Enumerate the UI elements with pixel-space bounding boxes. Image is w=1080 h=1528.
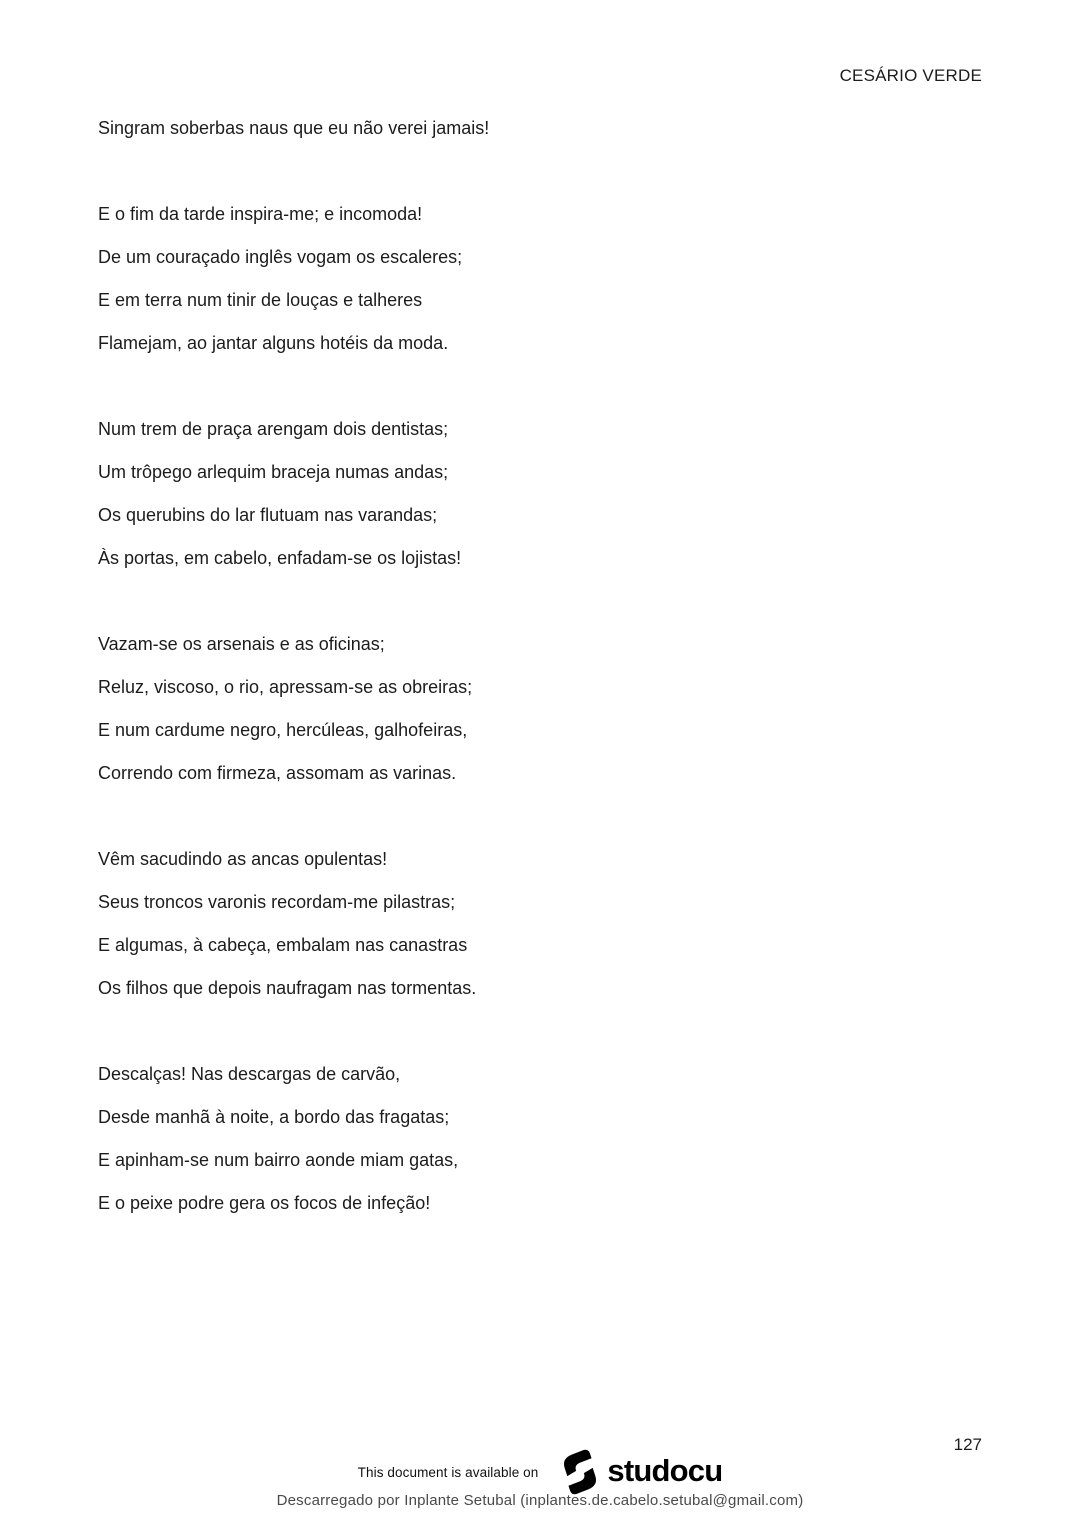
poem-line: E apinham-se num bairro aonde miam gatas, — [98, 1150, 459, 1170]
studocu-wordmark: studocu — [607, 1452, 723, 1488]
poem-line: Vazam-se os arsenais e as oficinas; — [98, 634, 385, 654]
stanza-4 — [98, 623, 1000, 795]
stanza-1 — [98, 107, 1000, 150]
poem-line: Desde manhã à noite, a bordo das fragatas; — [98, 1107, 450, 1127]
poem-line: Um trôpego arlequim braceja numas andas; — [98, 462, 449, 482]
poem — [98, 107, 1000, 1225]
poem-line: Reluz, viscoso, o rio, apressam-se as obreiras; — [98, 677, 473, 697]
poem-line: Descalças! Nas descargas de carvão, — [98, 1064, 401, 1084]
poem-line: Flamejam, ao jantar alguns hotéis da moda. — [98, 333, 449, 353]
running-header: CESÁRIO VERDE — [839, 66, 982, 85]
poem-line: Correndo com firmeza, assomam as varinas. — [98, 763, 457, 783]
poem-line: Às portas, em cabelo, enfadam-se os lojistas! — [98, 548, 462, 568]
poem-line: Seus troncos varonis recordam-me pilastras; — [98, 892, 456, 912]
studocu-icon — [560, 1449, 600, 1495]
poem-line: Num trem de praça arengam dois dentistas; — [98, 419, 449, 439]
download-notice: Descarregado por Inplante Setubal (inplantes.de.cabelo.setubal@gmail.com) — [276, 1492, 804, 1509]
poem-line: E o peixe podre gera os focos de infeção! — [98, 1193, 431, 1213]
poem-line: Singram soberbas naus que eu não verei jamais! — [98, 118, 490, 138]
availability-text: This document is available on — [357, 1464, 539, 1480]
stanza-3 — [98, 408, 1000, 580]
poem-line: E algumas, à cabeça, embalam nas canastras — [98, 935, 468, 955]
poem-line: E o fim da tarde inspira-me; e incomoda! — [98, 204, 423, 224]
poem-line: E num cardume negro, hercúleas, galhofeiras, — [98, 720, 468, 740]
stanza-5 — [98, 838, 1000, 1010]
studocu-logo[interactable] — [560, 1449, 722, 1495]
poem-line: E em terra num tinir de louças e talheres — [98, 290, 423, 310]
poem-line: Os filhos que depois naufragam nas tormentas. — [98, 978, 477, 998]
page-number: 127 — [953, 1435, 982, 1454]
stanza-2 — [98, 193, 1000, 365]
stanza-6 — [98, 1053, 1000, 1225]
poem-line: Vêm sacudindo as ancas opulentas! — [98, 849, 388, 869]
poem-line: Os querubins do lar flutuam nas varandas; — [98, 505, 438, 525]
poem-line: De um couraçado inglês vogam os escaleres; — [98, 247, 463, 267]
